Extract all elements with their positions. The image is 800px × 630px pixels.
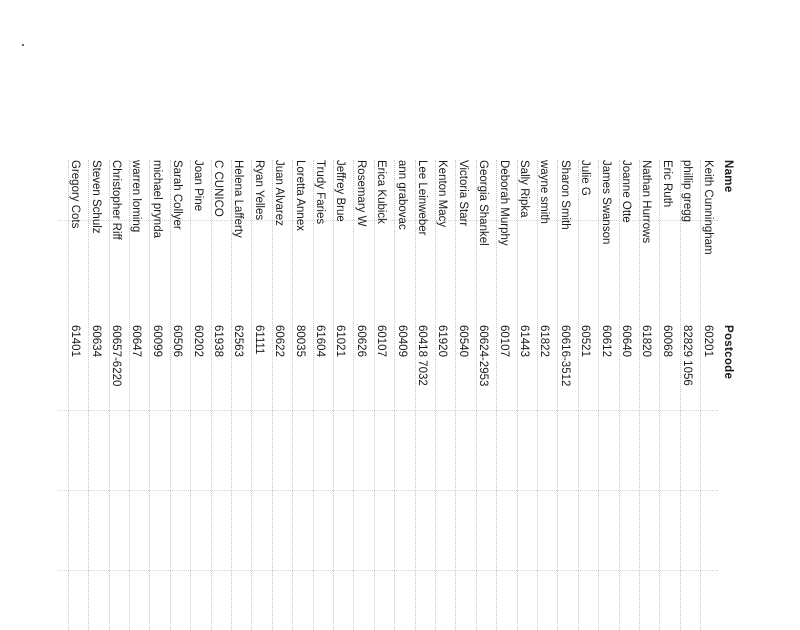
- table-row: [106, 160, 126, 630]
- table-row: [187, 160, 207, 630]
- row-name: James Swanson: [599, 160, 612, 245]
- table-row: [146, 160, 166, 630]
- row-postcode: 60634: [89, 325, 102, 357]
- table-row: [473, 160, 493, 630]
- row-name: Kenton Macy: [436, 160, 449, 228]
- row-name: Steven Schulz: [89, 160, 102, 234]
- row-postcode: 60201: [701, 325, 714, 357]
- row-postcode: 60506: [171, 325, 184, 357]
- table-row: [371, 160, 391, 630]
- row-postcode: 61920: [436, 325, 449, 357]
- table-row: [554, 160, 574, 630]
- table-row: [65, 160, 85, 630]
- row-name: Ryan Yelles: [252, 160, 265, 221]
- row-postcode: 60624-2953: [477, 325, 490, 387]
- row-postcode: 60612: [599, 325, 612, 357]
- row-name: wayne smith: [538, 160, 551, 224]
- row-name: Gregory Cots: [69, 160, 82, 229]
- table-row: [616, 160, 636, 630]
- row-name: phillip gregg: [681, 160, 694, 223]
- row-name: Helena Lafferty: [232, 160, 245, 238]
- table-row: [534, 160, 554, 630]
- table-row: [391, 160, 411, 630]
- row-postcode: 80035: [293, 325, 306, 357]
- row-postcode: 60616-3512: [558, 325, 571, 387]
- table-row: [493, 160, 513, 630]
- table-row: [126, 160, 146, 630]
- row-name: Eric Ruth: [660, 160, 673, 208]
- row-name: Julie G: [579, 160, 592, 196]
- table-row: [412, 160, 432, 630]
- row-postcode: 61822: [538, 325, 551, 357]
- table-row: [575, 160, 595, 630]
- table-row: [330, 160, 350, 630]
- row-postcode: 60657-6220: [110, 325, 122, 387]
- row-name: Christopher Riff: [110, 160, 122, 240]
- row-postcode: 61820: [640, 325, 653, 357]
- table-row: [85, 160, 105, 630]
- row-postcode: 61443: [518, 325, 530, 357]
- row-name: Georgia Shankel: [477, 160, 490, 246]
- row-name: Sarah Collyer: [171, 160, 184, 230]
- table-row: [656, 160, 676, 630]
- row-postcode: 60409: [395, 325, 408, 357]
- row-postcode: 60202: [191, 325, 204, 357]
- row-name: Lee Leinweber: [416, 160, 428, 236]
- row-postcode: 60107: [497, 325, 510, 357]
- row-postcode: 60640: [620, 325, 632, 357]
- table-row: [452, 160, 472, 630]
- table-row: [350, 160, 370, 630]
- table-row: [208, 160, 228, 630]
- table-header: [718, 160, 738, 630]
- row-name: Deborah Murphy: [497, 160, 510, 246]
- row-name: Nathan Hurrows: [640, 160, 653, 244]
- table-row: [677, 160, 697, 630]
- row-postcode: 60647: [130, 325, 143, 357]
- row-name: Loretta Annex: [293, 160, 306, 231]
- row-postcode: 60068: [660, 325, 673, 357]
- row-name: warren loming: [130, 160, 143, 233]
- row-postcode: 60418 7032: [416, 325, 428, 386]
- table-row: [432, 160, 452, 630]
- header-name: Name: [722, 160, 734, 193]
- row-name: Erica Kubick: [375, 160, 388, 224]
- table-row: [636, 160, 656, 630]
- row-name: Juan Alvarez: [273, 160, 286, 226]
- table-row: [595, 160, 615, 630]
- row-name: Rosemary W: [354, 160, 367, 227]
- row-postcode: 60099: [150, 325, 163, 357]
- row-postcode: 61021: [334, 325, 347, 357]
- table-row: [269, 160, 289, 630]
- table-row: [514, 160, 534, 630]
- row-name: michael prynda: [150, 160, 163, 238]
- row-postcode: 61111: [252, 325, 265, 355]
- row-postcode: 60622: [273, 325, 286, 357]
- row-name: Sharon Smith: [558, 160, 571, 230]
- rotated-table: [58, 160, 738, 630]
- row-postcode: 60626: [354, 325, 367, 357]
- header-postcode: Postcode: [722, 325, 734, 380]
- row-postcode: 61938: [212, 325, 224, 357]
- row-name: Trudy Faries: [314, 160, 326, 225]
- row-name: C CUNICO: [212, 160, 224, 217]
- table-row: [289, 160, 309, 630]
- table-row: [228, 160, 248, 630]
- table-row: [697, 160, 717, 630]
- row-postcode: 60521: [579, 325, 592, 357]
- row-name: ann grabovac: [395, 160, 408, 230]
- row-name: Joan Pine: [191, 160, 204, 212]
- row-name: Joanne Otte: [620, 160, 632, 223]
- row-name: Keith Cunningham: [701, 160, 714, 255]
- row-postcode: 60540: [456, 325, 469, 357]
- table-row: [310, 160, 330, 630]
- row-name: Victoria Starr: [456, 160, 469, 227]
- scan-speck: [22, 44, 24, 46]
- row-name: Sally Ripka: [518, 160, 530, 218]
- table-row: [248, 160, 268, 630]
- row-name: Jeffrey Brue: [334, 160, 347, 222]
- row-postcode: 82829 1056: [681, 325, 694, 386]
- row-postcode: 61401: [69, 325, 82, 357]
- row-postcode: 60107: [375, 325, 388, 357]
- row-postcode: 61604: [314, 325, 326, 357]
- row-postcode: 62563: [232, 325, 245, 357]
- table-row: [167, 160, 187, 630]
